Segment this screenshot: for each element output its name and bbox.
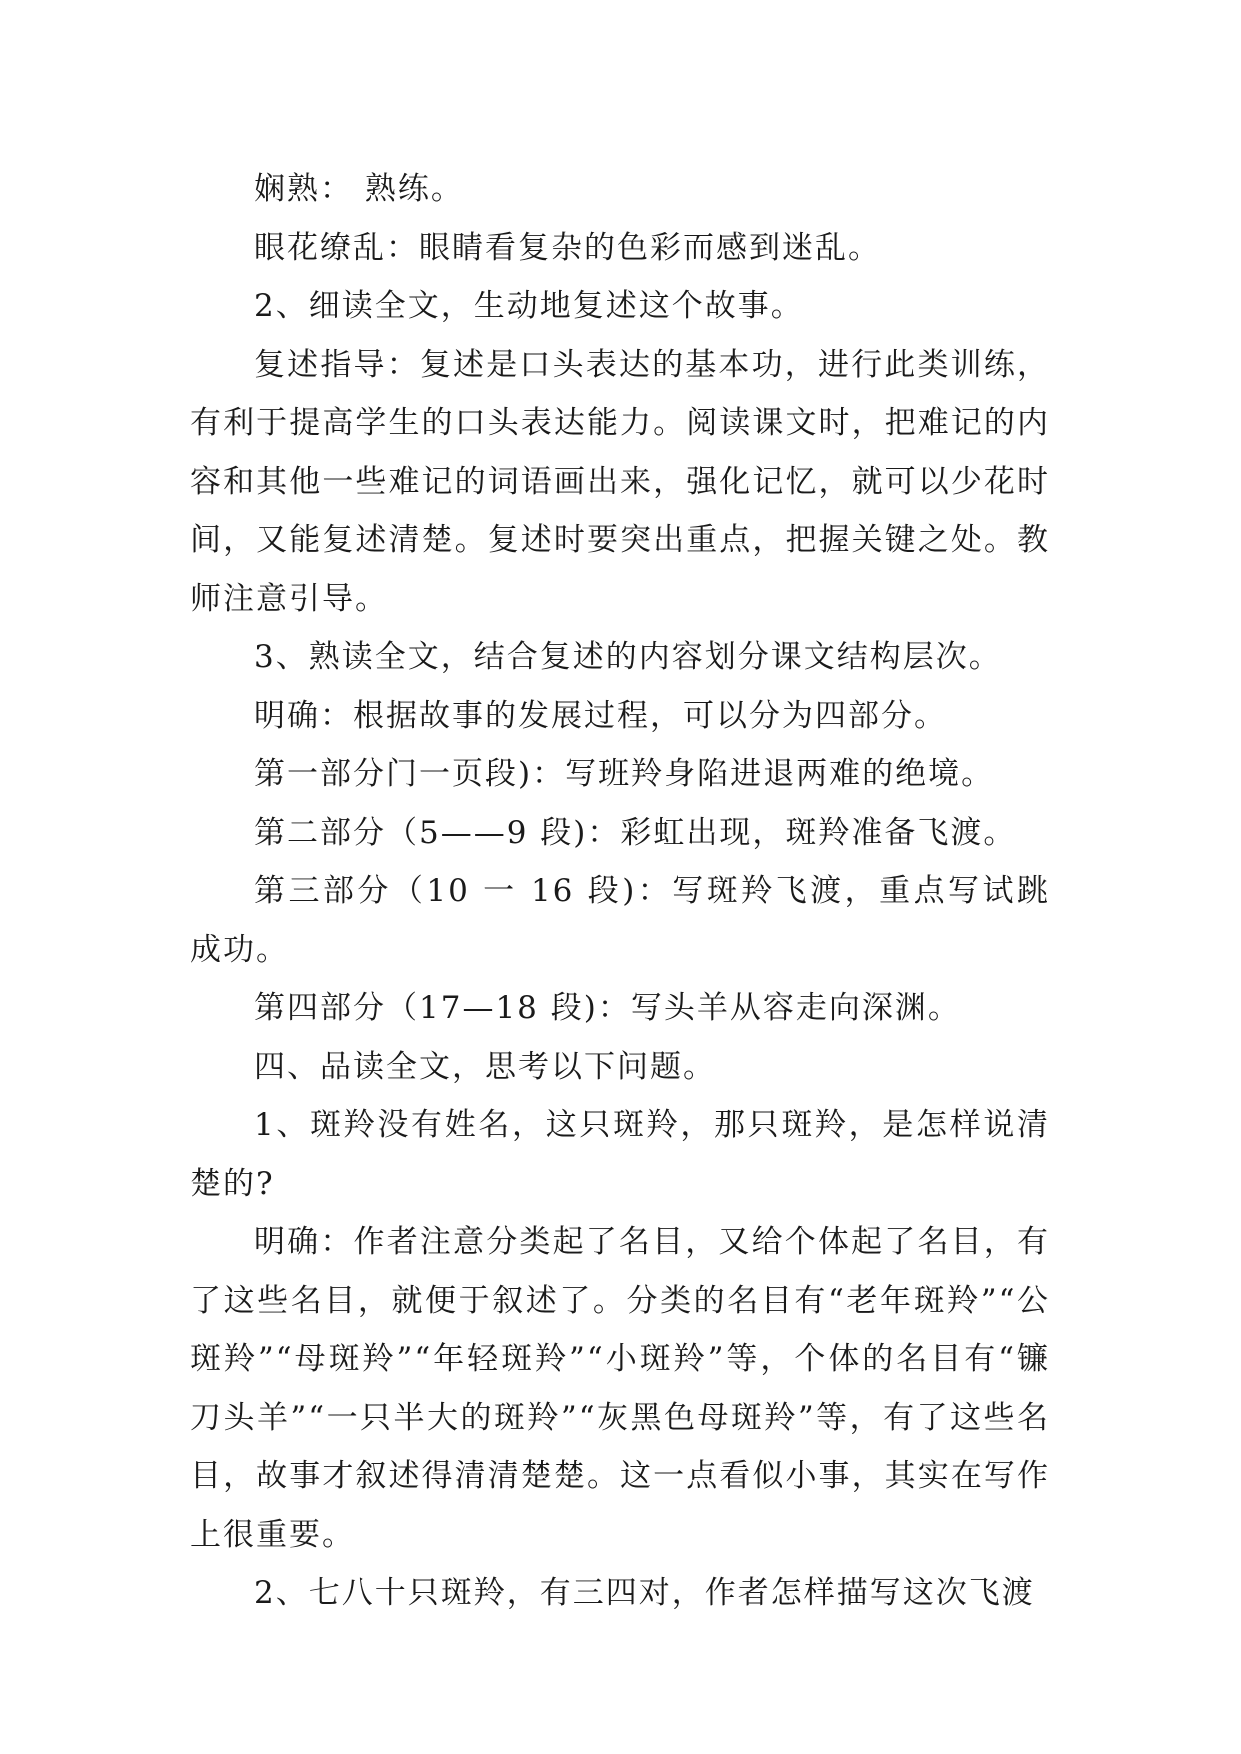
paragraph-answer-names: 明确：作者注意分类起了名目，又给个体起了名目，有了这些名目，就便于叙述了。分类的名目有“老年斑羚”“公斑羚”“母斑羚”“年轻斑羚”“小斑羚”等，个体的名目有“镰刀头羊”“一只半大的斑羚”“灰黑色母斑羚”等，有了这些名目，故事才叙述得清清楚楚。这一点看似小事，其实在写作上很重要。: [190, 1224, 1050, 1553]
paragraph-definition-yanhualiaoluan: 眼花缭乱：眼睛看复杂的色彩而感到迷乱。: [254, 229, 881, 266]
paragraph-part-4: 第四部分（17—18 段)：写头羊从容走向深渊。: [254, 990, 961, 1026]
paragraph-question-2: 2、七八十只斑羚，有三四对，作者怎样描写这次飞渡: [254, 1575, 1035, 1611]
paragraph-part-3: 第三部分（10 一 16 段)：写斑羚飞渡，重点写试跳成功。: [190, 873, 1050, 968]
paragraph-question-1: 1、斑羚没有姓名，这只斑羚，那只斑羚，是怎样说清楚的?: [190, 1107, 1050, 1202]
paragraph-task-2: 2、细读全文，生动地复述这个故事。: [254, 288, 804, 324]
section-heading-4: 四、品读全文，思考以下问题。: [254, 1048, 716, 1085]
paragraph-part-1: 第一部分门一页段)：写班羚身陷进退两难的绝境。: [254, 756, 995, 792]
paragraph-part-2: 第二部分（5——9 段)：彩虹出现，斑羚准备飞渡。: [254, 814, 1017, 851]
paragraph-retelling-guidance: 复述指导：复述是口头表达的基本功，进行此类训练，有利于提高学生的口头表达能力。阅读课文时，把难记的内容和其他一些难记的词语画出来，强化记忆，就可以少花时间，又能复述清楚。复述时要突出重点，把握关键之处。教师注意引导。: [190, 346, 1050, 617]
paragraph-task-3: 3、熟读全文，结合复述的内容划分课文结构层次。: [254, 639, 1002, 675]
document-body: [190, 160, 1050, 1623]
paragraph-definition-xianshu: 娴熟： 熟练。: [254, 171, 464, 207]
paragraph-answer-structure: 明确：根据故事的发展过程，可以分为四部分。: [254, 697, 947, 734]
